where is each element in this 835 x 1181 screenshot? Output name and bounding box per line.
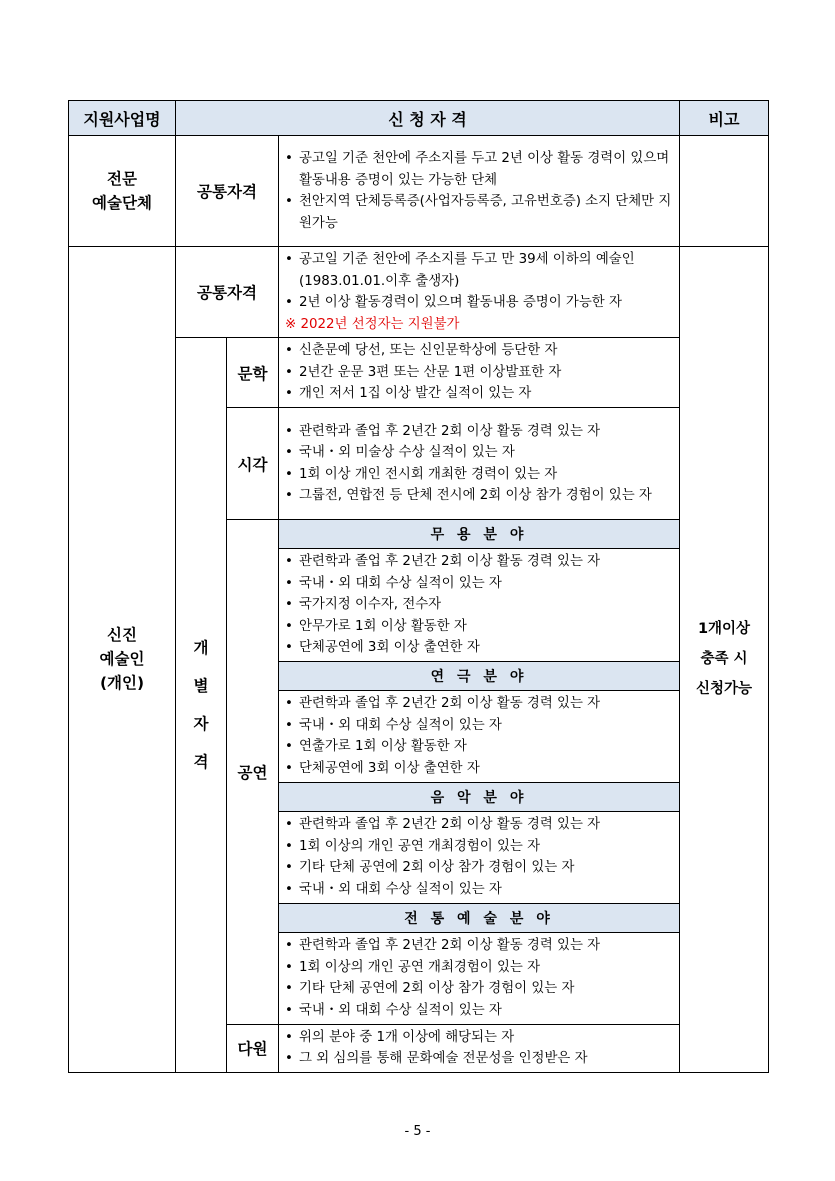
- list-item: • 국가지정 이수자, 전수자: [285, 597, 442, 612]
- list-item: • 단체공연에 3회 이상 출연한 자: [285, 760, 480, 776]
- list-item: • 관련학과 졸업 후 2년간 2회 이상 활동 경력 있는 자: [285, 554, 601, 569]
- list-item: • 1회 이상의 개인 공연 개최경험이 있는 자: [285, 959, 541, 975]
- header-program: 지원사업명: [69, 101, 176, 136]
- music-items: [279, 811, 680, 903]
- qualification-table: [68, 100, 769, 1073]
- list-item: • 신춘문예 당선, 또는 신인문학상에 등단한 자: [285, 343, 558, 359]
- performance-label: 공연: [227, 520, 279, 1025]
- list-item: • 2년 이상 활동경력이 있으며 활동내용 증명이 가능한 자: [285, 295, 622, 310]
- individual-label: 개 별 자 격: [176, 338, 227, 1073]
- dance-items: [279, 549, 680, 662]
- list-item: • 관련학과 졸업 후 2년간 2회 이상 활동 경력 있는 자: [285, 938, 601, 953]
- table-header-row: [69, 101, 769, 136]
- list-item: • 개인 저서 1집 이상 발간 실적이 있는 자: [285, 386, 532, 402]
- list-item: • 국내・외 대회 수상 실적이 있는 자: [285, 717, 502, 733]
- newcomer-category: 신진 예술인 (개인): [69, 247, 176, 1073]
- professional-remark: [680, 136, 769, 247]
- list-item: • 1회 이상의 개인 공연 개최경험이 있는 자: [285, 838, 541, 854]
- list-item: • 국내・외 대회 수상 실적이 있는 자: [285, 881, 502, 897]
- theater-section-title: 연 극 분 야: [279, 661, 680, 690]
- page-number: - 5 -: [404, 1124, 431, 1139]
- list-item: • 단체공연에 3회 이상 출연한 자: [285, 640, 480, 655]
- newcomer-common-label: 공통자격: [176, 247, 279, 338]
- list-item: • 안무가로 1회 이상 활동한 자: [285, 618, 467, 634]
- list-item: • 국내・외 대회 수상 실적이 있는 자: [285, 575, 502, 591]
- professional-row: [69, 136, 769, 247]
- multi-items: [279, 1024, 680, 1072]
- visual-items: [279, 408, 680, 520]
- header-qualification: 신 청 자 격: [176, 101, 680, 136]
- newcomer-common-row: [69, 247, 769, 338]
- list-item: • 관련학과 졸업 후 2년간 2회 이상 활동 경력 있는 자: [285, 817, 601, 832]
- theater-items: [279, 690, 680, 782]
- header-remarks: 비고: [680, 101, 769, 136]
- literature-items: [279, 338, 680, 408]
- list-item: • 연출가로 1회 이상 활동한 자: [285, 739, 467, 754]
- list-item: • 관련학과 졸업 후 2년간 2회 이상 활동 경력 있는 자: [285, 696, 601, 711]
- list-item: • 천안지역 단체등록증(사업자등록증, 고유번호증) 소지 단체만 지원가능: [285, 194, 672, 231]
- dance-section-title: 무 용 분 야: [279, 520, 680, 549]
- list-item: • 2년간 운문 3편 또는 산문 1편 이상발표한 자: [285, 364, 562, 380]
- literature-label: 문학: [227, 338, 279, 408]
- list-item: • 그룹전, 연합전 등 단체 전시에 2회 이상 참가 경험이 있는 자: [285, 488, 652, 503]
- list-item: • 1회 이상 개인 전시회 개최한 경력이 있는 자: [285, 466, 558, 482]
- list-item: • 관련학과 졸업 후 2년간 2회 이상 활동 경력 있는 자: [285, 423, 601, 439]
- list-item: • 기타 단체 공연에 2회 이상 참가 경험이 있는 자: [285, 860, 575, 875]
- list-item: • 국내・외 미술상 수상 실적이 있는 자: [285, 445, 515, 460]
- newcomer-common-items: [279, 247, 680, 338]
- list-item: • 기타 단체 공연에 2회 이상 참가 경험이 있는 자: [285, 981, 575, 996]
- list-item: • 그 외 심의를 통해 문화예술 전문성을 인정받은 자: [285, 1051, 588, 1066]
- visual-label: 시각: [227, 408, 279, 520]
- professional-category: 전문 예술단체: [69, 136, 176, 247]
- list-item: • 국내・외 대회 수상 실적이 있는 자: [285, 1002, 502, 1018]
- traditional-items: [279, 932, 680, 1024]
- exclusion-note: ※ 2022년 선정자는 지원불가: [285, 316, 460, 332]
- multi-label: 다원: [227, 1024, 279, 1072]
- professional-common-items: [279, 136, 680, 247]
- list-item: • 공고일 기준 천안에 주소지를 두고 2년 이상 활동 경력이 있으며 활동내용 증명이 있는 가능한 단체: [285, 151, 670, 188]
- music-section-title: 음 악 분 야: [279, 782, 680, 811]
- professional-common-label: 공통자격: [176, 136, 279, 247]
- traditional-section-title: 전 통 예 술 분 야: [279, 903, 680, 932]
- newcomer-remark: 1개이상 충족 시 신청가능: [680, 247, 769, 1073]
- list-item: • 공고일 기준 천안에 주소지를 두고 만 39세 이하의 예술인(1983.01.01.이후 출생자): [285, 252, 635, 289]
- list-item: • 위의 분야 중 1개 이상에 해당되는 자: [285, 1029, 515, 1045]
